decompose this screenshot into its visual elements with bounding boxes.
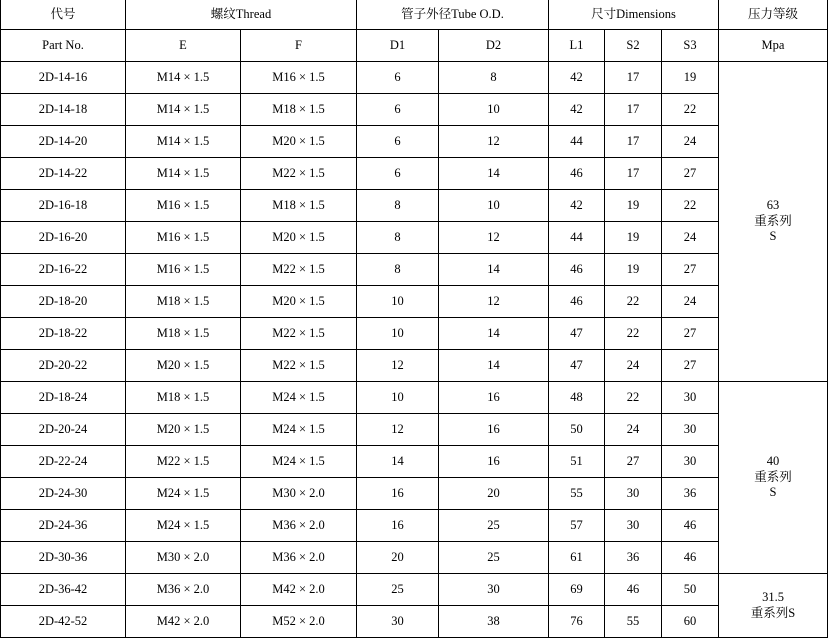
cell-d2: 16 <box>439 382 549 414</box>
cell-s3: 24 <box>662 286 719 318</box>
cell-e: M16 × 1.5 <box>126 222 241 254</box>
cell-s2: 19 <box>605 254 662 286</box>
cell-s3: 30 <box>662 446 719 478</box>
cell-e: M16 × 1.5 <box>126 190 241 222</box>
cell-s2: 17 <box>605 62 662 94</box>
column-header-d2: D2 <box>439 30 549 62</box>
cell-l1: 57 <box>549 510 605 542</box>
cell-l1: 47 <box>549 350 605 382</box>
cell-f: M36 × 2.0 <box>241 542 357 574</box>
table-row <box>1 158 828 190</box>
cell-f: M20 × 1.5 <box>241 286 357 318</box>
cell-f: M42 × 2.0 <box>241 574 357 606</box>
cell-e: M24 × 1.5 <box>126 510 241 542</box>
table-row <box>1 222 828 254</box>
cell-s3: 36 <box>662 478 719 510</box>
cell-d1: 6 <box>357 126 439 158</box>
cell-s3: 27 <box>662 318 719 350</box>
cell-d2: 20 <box>439 478 549 510</box>
cell-s3: 24 <box>662 126 719 158</box>
cell-s3: 22 <box>662 94 719 126</box>
cell-s3: 46 <box>662 510 719 542</box>
column-header-f: F <box>241 30 357 62</box>
cell-part-no: 2D-14-18 <box>1 94 126 126</box>
cell-s2: 30 <box>605 510 662 542</box>
cell-s3: 19 <box>662 62 719 94</box>
cell-d1: 8 <box>357 222 439 254</box>
column-header-e: E <box>126 30 241 62</box>
cell-l1: 46 <box>549 286 605 318</box>
cell-d1: 16 <box>357 510 439 542</box>
group-header-thread: 螺纹Thread <box>126 0 357 30</box>
cell-f: M24 × 1.5 <box>241 382 357 414</box>
cell-part-no: 2D-22-24 <box>1 446 126 478</box>
group-header-code: 代号 <box>1 0 126 30</box>
cell-l1: 76 <box>549 606 605 638</box>
cell-s2: 27 <box>605 446 662 478</box>
cell-s2: 17 <box>605 158 662 190</box>
cell-e: M14 × 1.5 <box>126 158 241 190</box>
cell-s2: 17 <box>605 126 662 158</box>
cell-s2: 19 <box>605 222 662 254</box>
cell-e: M22 × 1.5 <box>126 446 241 478</box>
cell-s2: 24 <box>605 350 662 382</box>
cell-d1: 30 <box>357 606 439 638</box>
cell-e: M24 × 1.5 <box>126 478 241 510</box>
cell-e: M30 × 2.0 <box>126 542 241 574</box>
cell-s2: 36 <box>605 542 662 574</box>
cell-d1: 20 <box>357 542 439 574</box>
cell-d1: 6 <box>357 62 439 94</box>
cell-part-no: 2D-18-22 <box>1 318 126 350</box>
cell-e: M20 × 1.5 <box>126 350 241 382</box>
cell-pressure-rating <box>719 382 828 574</box>
column-header-part-no: Part No. <box>1 30 126 62</box>
cell-e: M20 × 1.5 <box>126 414 241 446</box>
cell-l1: 46 <box>549 254 605 286</box>
cell-f: M30 × 2.0 <box>241 478 357 510</box>
pressure-value: 63 <box>766 198 780 213</box>
cell-part-no: 2D-20-24 <box>1 414 126 446</box>
pressure-series-code: S <box>769 485 777 500</box>
pressure-series-label: 重系列 <box>754 213 792 228</box>
cell-part-no: 2D-24-30 <box>1 478 126 510</box>
pressure-series-label: 重系列S <box>750 605 796 620</box>
cell-f: M52 × 2.0 <box>241 606 357 638</box>
cell-d2: 14 <box>439 158 549 190</box>
cell-f: M20 × 1.5 <box>241 222 357 254</box>
cell-e: M14 × 1.5 <box>126 126 241 158</box>
pressure-value: 40 <box>766 454 780 469</box>
pressure-value: 31.5 <box>762 589 784 604</box>
cell-part-no: 2D-36-42 <box>1 574 126 606</box>
group-header-dimensions: 尺寸Dimensions <box>549 0 719 30</box>
cell-s3: 60 <box>662 606 719 638</box>
table-body <box>1 62 828 638</box>
cell-part-no: 2D-18-20 <box>1 286 126 318</box>
cell-e: M14 × 1.5 <box>126 62 241 94</box>
cell-d2: 14 <box>439 350 549 382</box>
cell-f: M22 × 1.5 <box>241 158 357 190</box>
cell-d2: 30 <box>439 574 549 606</box>
cell-d1: 8 <box>357 254 439 286</box>
cell-f: M24 × 1.5 <box>241 446 357 478</box>
table-row <box>1 606 828 638</box>
cell-s3: 24 <box>662 222 719 254</box>
cell-part-no: 2D-16-20 <box>1 222 126 254</box>
cell-s3: 50 <box>662 574 719 606</box>
cell-d2: 10 <box>439 190 549 222</box>
cell-l1: 44 <box>549 126 605 158</box>
cell-d1: 14 <box>357 446 439 478</box>
cell-pressure-rating <box>719 574 828 638</box>
column-header-d1: D1 <box>357 30 439 62</box>
table-row <box>1 446 828 478</box>
cell-part-no: 2D-16-22 <box>1 254 126 286</box>
table-row <box>1 510 828 542</box>
cell-l1: 61 <box>549 542 605 574</box>
table-row <box>1 190 828 222</box>
cell-f: M36 × 2.0 <box>241 510 357 542</box>
cell-l1: 50 <box>549 414 605 446</box>
cell-d2: 12 <box>439 286 549 318</box>
cell-e: M18 × 1.5 <box>126 318 241 350</box>
cell-s3: 30 <box>662 414 719 446</box>
cell-l1: 51 <box>549 446 605 478</box>
cell-s2: 55 <box>605 606 662 638</box>
cell-part-no: 2D-42-52 <box>1 606 126 638</box>
cell-l1: 46 <box>549 158 605 190</box>
cell-s2: 24 <box>605 414 662 446</box>
cell-d2: 14 <box>439 254 549 286</box>
cell-l1: 42 <box>549 62 605 94</box>
cell-s3: 30 <box>662 382 719 414</box>
cell-part-no: 2D-14-22 <box>1 158 126 190</box>
table-group-header-row <box>1 0 828 30</box>
cell-part-no: 2D-18-24 <box>1 382 126 414</box>
column-header-l1: L1 <box>549 30 605 62</box>
table-row <box>1 254 828 286</box>
cell-d1: 12 <box>357 350 439 382</box>
column-header-s3: S3 <box>662 30 719 62</box>
group-header-pressure-rating: 压力等级 <box>719 0 828 30</box>
table-row <box>1 478 828 510</box>
group-header-tube-od: 管子外径Tube O.D. <box>357 0 549 30</box>
cell-f: M22 × 1.5 <box>241 350 357 382</box>
table-row <box>1 414 828 446</box>
cell-e: M14 × 1.5 <box>126 94 241 126</box>
cell-part-no: 2D-20-22 <box>1 350 126 382</box>
pressure-series-label: 重系列 <box>754 469 792 484</box>
cell-s2: 22 <box>605 382 662 414</box>
cell-e: M42 × 2.0 <box>126 606 241 638</box>
cell-f: M22 × 1.5 <box>241 318 357 350</box>
cell-d2: 12 <box>439 126 549 158</box>
cell-d2: 12 <box>439 222 549 254</box>
table-row <box>1 126 828 158</box>
cell-d1: 10 <box>357 382 439 414</box>
cell-part-no: 2D-14-20 <box>1 126 126 158</box>
table-row <box>1 286 828 318</box>
cell-d2: 14 <box>439 318 549 350</box>
cell-e: M18 × 1.5 <box>126 286 241 318</box>
table-row <box>1 350 828 382</box>
cell-part-no: 2D-30-36 <box>1 542 126 574</box>
cell-d2: 10 <box>439 94 549 126</box>
cell-s2: 19 <box>605 190 662 222</box>
cell-f: M20 × 1.5 <box>241 126 357 158</box>
cell-d1: 10 <box>357 286 439 318</box>
cell-d1: 6 <box>357 158 439 190</box>
cell-d2: 8 <box>439 62 549 94</box>
cell-s3: 27 <box>662 254 719 286</box>
cell-d2: 16 <box>439 414 549 446</box>
cell-d1: 10 <box>357 318 439 350</box>
cell-d1: 25 <box>357 574 439 606</box>
cell-f: M16 × 1.5 <box>241 62 357 94</box>
cell-s3: 27 <box>662 158 719 190</box>
column-header-s2: S2 <box>605 30 662 62</box>
cell-d1: 8 <box>357 190 439 222</box>
pressure-series-code: S <box>769 229 777 244</box>
column-header-mpa: Mpa <box>719 30 828 62</box>
cell-l1: 47 <box>549 318 605 350</box>
cell-e: M36 × 2.0 <box>126 574 241 606</box>
table-row <box>1 62 828 94</box>
cell-s3: 22 <box>662 190 719 222</box>
cell-s2: 46 <box>605 574 662 606</box>
cell-d1: 6 <box>357 94 439 126</box>
cell-d2: 25 <box>439 510 549 542</box>
cell-l1: 55 <box>549 478 605 510</box>
cell-f: M18 × 1.5 <box>241 190 357 222</box>
cell-l1: 42 <box>549 190 605 222</box>
table-row <box>1 574 828 606</box>
cell-d1: 16 <box>357 478 439 510</box>
cell-s2: 22 <box>605 286 662 318</box>
cell-s3: 27 <box>662 350 719 382</box>
cell-part-no: 2D-24-36 <box>1 510 126 542</box>
table-row <box>1 542 828 574</box>
cell-part-no: 2D-14-16 <box>1 62 126 94</box>
cell-l1: 44 <box>549 222 605 254</box>
cell-e: M18 × 1.5 <box>126 382 241 414</box>
cell-f: M18 × 1.5 <box>241 94 357 126</box>
cell-part-no: 2D-16-18 <box>1 190 126 222</box>
cell-d1: 12 <box>357 414 439 446</box>
cell-f: M24 × 1.5 <box>241 414 357 446</box>
table-row <box>1 94 828 126</box>
cell-d2: 38 <box>439 606 549 638</box>
cell-s3: 46 <box>662 542 719 574</box>
cell-s2: 22 <box>605 318 662 350</box>
cell-s2: 17 <box>605 94 662 126</box>
cell-d2: 25 <box>439 542 549 574</box>
cell-l1: 48 <box>549 382 605 414</box>
cell-e: M16 × 1.5 <box>126 254 241 286</box>
cell-f: M22 × 1.5 <box>241 254 357 286</box>
table-subheader-row <box>1 30 828 62</box>
cell-l1: 42 <box>549 94 605 126</box>
cell-l1: 69 <box>549 574 605 606</box>
cell-s2: 30 <box>605 478 662 510</box>
cell-d2: 16 <box>439 446 549 478</box>
cell-pressure-rating <box>719 62 828 382</box>
table-row <box>1 382 828 414</box>
table-row <box>1 318 828 350</box>
